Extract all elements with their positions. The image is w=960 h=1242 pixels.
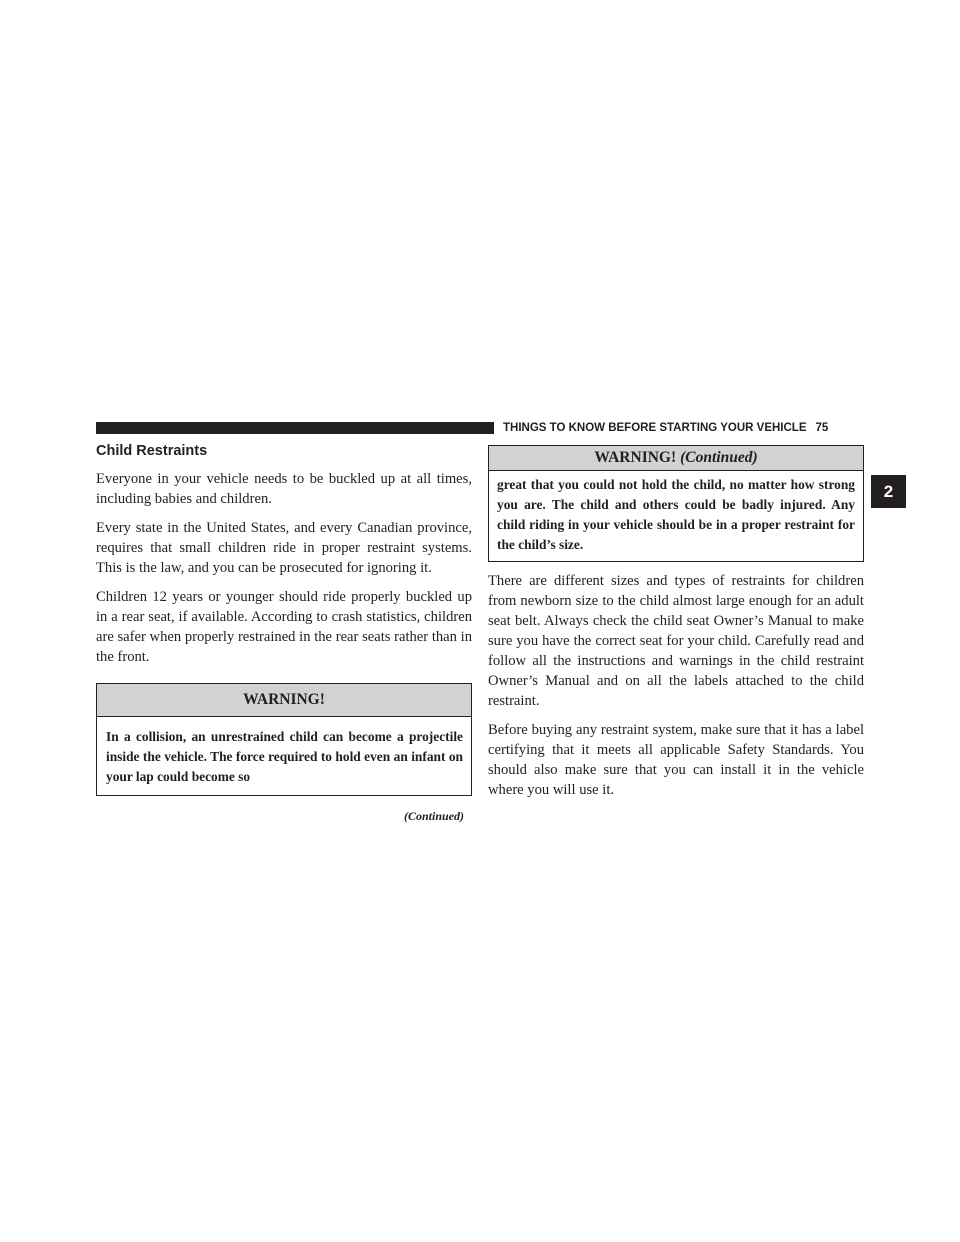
header-section-title: THINGS TO KNOW BEFORE STARTING YOUR VEHICLE	[503, 422, 807, 434]
header-rule	[96, 422, 494, 434]
page-number: 75	[815, 422, 829, 434]
continued-note: (Continued)	[403, 809, 464, 823]
warning-continued-label: (Continued)	[680, 449, 758, 466]
paragraph: Children 12 years or younger should ride properly buckled up in a rear seat, if available. According to crash statistics, children are safer when properly restrained in the rear seats rather than in the front.	[96, 589, 472, 665]
warning-title-text: WARNING!	[243, 691, 325, 708]
paragraph: Every state in the United States, and every Canadian province, requires that small children ride in proper restraint systems. This is the law, and you can be prosecuted for ignoring it.	[96, 520, 472, 576]
paragraph: There are different sizes and types of restraints for children from newborn size to the child almost large enough for an adult seat belt. Always check the child seat Owner’s Manual to make sure you have the correct seat for your child. Carefully read and follow all the instructions and warnings in the child restraint Owner’s Manual and on all the labels attached to the child restraint.	[488, 573, 864, 709]
running-header	[503, 420, 864, 436]
warning-text: great that you could not hold the child, no matter how strong you are. The child and others could be badly injured. Any child riding in your vehicle should be in a proper restraint for the child’s size.	[497, 477, 855, 552]
left-column	[96, 441, 472, 824]
warning-title-text: WARNING!	[594, 449, 677, 466]
warning-text: In a collision, an unrestrained child can become a projectile inside the vehicle. The force required to hold even an infant on your lap could become so	[106, 729, 463, 784]
paragraph: Before buying any restraint system, make sure that it has a label certifying that it meets all applicable Safety Standards. You should also make sure that you can install it in the vehicle where you will use it.	[488, 722, 864, 798]
warning-title	[97, 684, 471, 717]
right-column	[488, 445, 864, 809]
warning-box	[96, 683, 472, 796]
paragraph: Everyone in your vehicle needs to be buckled up at all times, including babies and children.	[96, 471, 472, 507]
warning-title	[489, 446, 863, 471]
section-heading: Child Restraints	[96, 443, 208, 459]
warning-box-continued	[488, 445, 864, 562]
chapter-tab: 2	[871, 475, 906, 508]
